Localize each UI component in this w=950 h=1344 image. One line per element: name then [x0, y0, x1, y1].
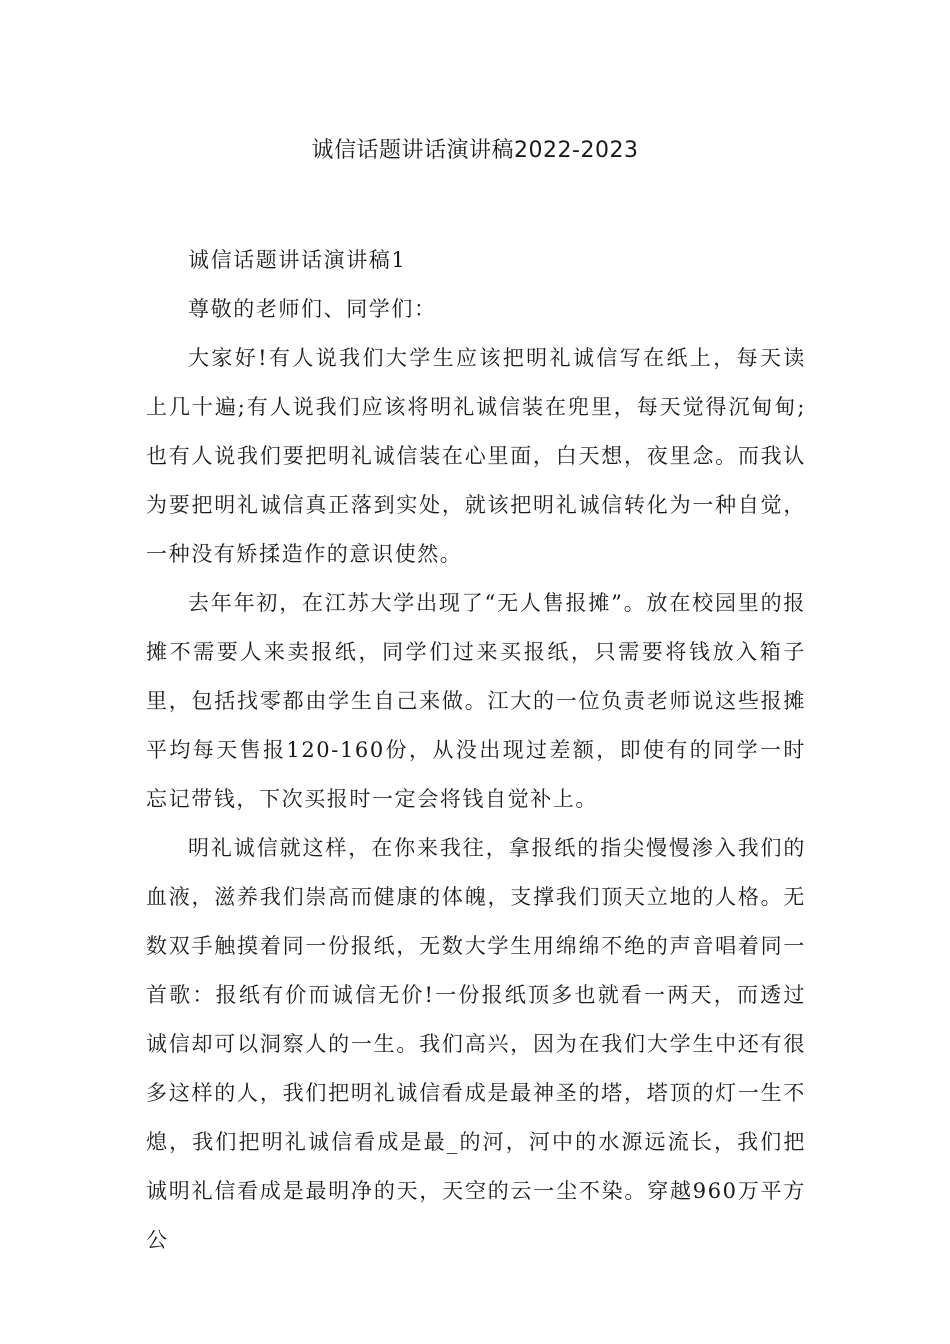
paragraph: 去年年初，在江苏大学出现了“无人售报摊”。放在校园里的报摊不需要人来卖报纸，同学们过来买报纸，只需要将钱放入箱子里，包括找零都由学生自己来做。江大的一位负责老师说这些报摊平均每天售报120-160份，从没出现过差额，即使有的同学一时忘记带钱，下次买报时一定会将钱自觉补上。: [146, 591, 806, 811]
document-title: 诚信话题讲话演讲稿2022-2023: [311, 138, 639, 163]
section-heading: 诚信话题讲话演讲稿1: [188, 248, 407, 272]
paragraph: 明礼诚信就这样，在你来我往，拿报纸的指尖慢慢渗入我们的血液，滋养我们崇高而健康的体魄，支撑我们顶天立地的人格。无数双手触摸着同一份报纸，无数大学生用绵绵不绝的声音唱着同一首歌：报纸有价而诚信无价!一份报纸顶多也就看一两天，而透过诚信却可以洞察人的一生。我们高兴，因为在我们大学生中还有很多这样的人，我们把明礼诚信看成是最神圣的塔，塔顶的灯一生不熄，我们把明礼诚信看成是最_的河，河中的水源远流长，我们把诚明礼信看成是最明净的天，天空的云一尘不染。穿越960万平方公: [146, 836, 806, 1252]
paragraph: 大家好!有人说我们大学生应该把明礼诚信写在纸上，每天读上几十遍;有人说我们应该将明礼诚信装在兜里，每天觉得沉甸甸;也有人说我们要把明礼诚信装在心里面，白天想，夜里念。而我认为要把明礼诚信真正落到实处，就该把明礼诚信转化为一种自觉，一种没有矫揉造作的意识使然。: [146, 346, 806, 566]
salutation: 尊敬的老师们、同学们：: [188, 297, 437, 321]
document-body: [146, 236, 806, 1265]
